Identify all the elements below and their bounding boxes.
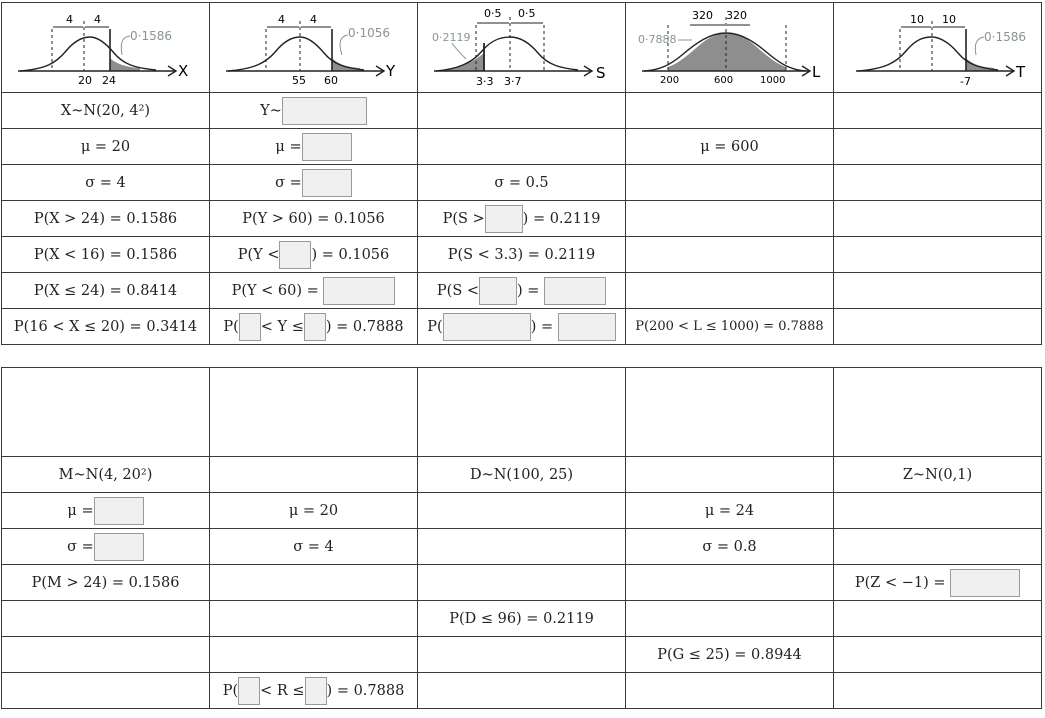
svg-text:10: 10 bbox=[909, 13, 924, 26]
normal-curve-t-sketch bbox=[838, 3, 1038, 88]
y-prob-3-input[interactable] bbox=[323, 277, 395, 305]
empty-cell bbox=[834, 309, 1042, 345]
normal-curve-y-sketch bbox=[214, 3, 414, 88]
sketch-cell-x bbox=[2, 3, 210, 93]
s-prob-4-value-input[interactable] bbox=[558, 313, 616, 341]
svg-text:-7: -7 bbox=[959, 75, 971, 88]
empty-sketch-cell bbox=[418, 368, 626, 457]
d-distribution: D~N(100, 25) bbox=[418, 457, 626, 493]
svg-text:0·5: 0·5 bbox=[483, 7, 501, 20]
empty-cell bbox=[418, 93, 626, 129]
empty-cell bbox=[626, 457, 834, 493]
y-prob-4-upper-input[interactable] bbox=[304, 313, 326, 341]
z-distribution: Z~N(0,1) bbox=[834, 457, 1042, 493]
s-prob-4-expression-input[interactable] bbox=[443, 313, 531, 341]
r-prob-4: P( < R ≤ ) = 0.7888 bbox=[210, 673, 418, 709]
svg-text:3·7: 3·7 bbox=[503, 75, 521, 88]
z-prob-1-input[interactable] bbox=[950, 569, 1020, 597]
empty-cell bbox=[418, 493, 626, 529]
empty-cell bbox=[626, 237, 834, 273]
y-mean: μ = bbox=[210, 129, 418, 165]
svg-text:600: 600 bbox=[713, 75, 733, 86]
empty-cell bbox=[2, 601, 210, 637]
empty-cell bbox=[626, 93, 834, 129]
y-prob-3: P(Y < 60) = bbox=[210, 273, 418, 309]
svg-text:4: 4 bbox=[277, 13, 285, 26]
empty-cell bbox=[2, 637, 210, 673]
svg-text:10: 10 bbox=[941, 13, 956, 26]
m-distribution: M~N(4, 20²) bbox=[2, 457, 210, 493]
empty-cell bbox=[2, 673, 210, 709]
svg-text:0·7888: 0·7888 bbox=[637, 33, 676, 46]
s-prob-3-bound-input[interactable] bbox=[479, 277, 517, 305]
empty-cell bbox=[834, 673, 1042, 709]
g-sd: σ = 0.8 bbox=[626, 529, 834, 565]
empty-cell bbox=[210, 601, 418, 637]
empty-cell bbox=[418, 129, 626, 165]
r-mean: μ = 20 bbox=[210, 493, 418, 529]
x-distribution: X~N(20, 4²) bbox=[2, 93, 210, 129]
m-sd-input[interactable] bbox=[94, 533, 144, 561]
empty-cell bbox=[626, 673, 834, 709]
m-mean: μ = bbox=[2, 493, 210, 529]
svg-text:3·3: 3·3 bbox=[475, 75, 493, 88]
y-prob-2: P(Y < ) = 0.1056 bbox=[210, 237, 418, 273]
r-sd: σ = 4 bbox=[210, 529, 418, 565]
empty-cell bbox=[834, 201, 1042, 237]
s-sd: σ = 0.5 bbox=[418, 165, 626, 201]
s-prob-3-value-input[interactable] bbox=[544, 277, 606, 305]
empty-sketch-cell bbox=[210, 368, 418, 457]
x-prob-1: P(X > 24) = 0.1586 bbox=[2, 201, 210, 237]
svg-text:S: S bbox=[595, 64, 606, 82]
svg-text:4: 4 bbox=[309, 13, 317, 26]
y-prob-1: P(Y > 60) = 0.1056 bbox=[210, 201, 418, 237]
s-prob-2: P(S < 3.3) = 0.2119 bbox=[418, 237, 626, 273]
empty-cell bbox=[834, 165, 1042, 201]
empty-cell bbox=[834, 529, 1042, 565]
m-sd: σ = bbox=[2, 529, 210, 565]
y-sd-input[interactable] bbox=[302, 169, 352, 197]
empty-cell bbox=[210, 565, 418, 601]
svg-text:0·1586: 0·1586 bbox=[983, 30, 1026, 44]
svg-text:4: 4 bbox=[93, 13, 101, 26]
g-prob-3: P(G ≤ 25) = 0.8944 bbox=[626, 637, 834, 673]
empty-cell bbox=[626, 601, 834, 637]
y-distribution-input[interactable] bbox=[282, 97, 367, 125]
empty-cell bbox=[834, 237, 1042, 273]
l-prob-4: P(200 < L ≤ 1000) = 0.7888 bbox=[626, 309, 834, 345]
empty-cell bbox=[834, 93, 1042, 129]
bottom-table bbox=[1, 367, 1042, 709]
m-mean-input[interactable] bbox=[94, 497, 144, 525]
m-prob-1: P(M > 24) = 0.1586 bbox=[2, 565, 210, 601]
d-prob-2: P(D ≤ 96) = 0.2119 bbox=[418, 601, 626, 637]
normal-curve-x-sketch bbox=[6, 3, 206, 88]
y-prob-4: P( < Y ≤ ) = 0.7888 bbox=[210, 309, 418, 345]
svg-text:200: 200 bbox=[659, 75, 679, 86]
svg-text:X: X bbox=[177, 62, 188, 80]
sketch-cell-y bbox=[210, 3, 418, 93]
empty-cell bbox=[834, 129, 1042, 165]
y-prob-4-lower-input[interactable] bbox=[239, 313, 261, 341]
y-mean-input[interactable] bbox=[302, 133, 352, 161]
sketch-cell-t bbox=[834, 3, 1042, 93]
x-prob-3: P(X ≤ 24) = 0.8414 bbox=[2, 273, 210, 309]
empty-cell bbox=[834, 493, 1042, 529]
z-prob-1: P(Z < −1) = bbox=[834, 565, 1042, 601]
x-sd: σ = 4 bbox=[2, 165, 210, 201]
svg-text:0·2119: 0·2119 bbox=[431, 31, 470, 44]
s-prob-3: P(S < ) = bbox=[418, 273, 626, 309]
svg-text:4: 4 bbox=[65, 13, 73, 26]
svg-text:T: T bbox=[1015, 63, 1025, 81]
empty-sketch-cell bbox=[626, 368, 834, 457]
y-prob-2-input[interactable] bbox=[279, 241, 311, 269]
x-prob-4: P(16 < X ≤ 20) = 0.3414 bbox=[2, 309, 210, 345]
svg-text:320: 320 bbox=[725, 9, 747, 22]
svg-text:0·1056: 0·1056 bbox=[347, 26, 390, 40]
g-mean: μ = 24 bbox=[626, 493, 834, 529]
empty-cell bbox=[418, 637, 626, 673]
svg-text:1000: 1000 bbox=[759, 75, 785, 86]
empty-cell bbox=[626, 273, 834, 309]
sketch-cell-l bbox=[626, 3, 834, 93]
svg-text:24: 24 bbox=[101, 74, 116, 87]
x-prob-2: P(X < 16) = 0.1586 bbox=[2, 237, 210, 273]
s-prob-4: P( ) = bbox=[418, 309, 626, 345]
empty-sketch-cell bbox=[2, 368, 210, 457]
r-prob-4-lower-input[interactable] bbox=[238, 677, 260, 705]
empty-cell bbox=[834, 273, 1042, 309]
y-sd: σ = bbox=[210, 165, 418, 201]
empty-cell bbox=[210, 457, 418, 493]
r-prob-4-upper-input[interactable] bbox=[305, 677, 327, 705]
s-prob-1: P(S > ) = 0.2119 bbox=[418, 201, 626, 237]
svg-text:20: 20 bbox=[77, 74, 92, 87]
empty-cell bbox=[626, 165, 834, 201]
sketch-cell-s bbox=[418, 3, 626, 93]
empty-cell bbox=[834, 637, 1042, 673]
top-table bbox=[1, 2, 1042, 345]
y-distribution: Y~ bbox=[210, 93, 418, 129]
empty-sketch-cell bbox=[834, 368, 1042, 457]
l-mean: μ = 600 bbox=[626, 129, 834, 165]
empty-cell bbox=[626, 201, 834, 237]
svg-text:320: 320 bbox=[691, 9, 713, 22]
s-prob-1-input[interactable] bbox=[485, 205, 523, 233]
x-mean: μ = 20 bbox=[2, 129, 210, 165]
empty-cell bbox=[834, 601, 1042, 637]
empty-cell bbox=[210, 637, 418, 673]
svg-text:55: 55 bbox=[291, 74, 306, 87]
normal-curve-l-sketch bbox=[630, 3, 830, 88]
normal-curve-s-sketch bbox=[422, 3, 622, 88]
empty-cell bbox=[626, 565, 834, 601]
svg-text:Y: Y bbox=[385, 62, 395, 80]
empty-cell bbox=[418, 673, 626, 709]
svg-text:0·1586: 0·1586 bbox=[129, 29, 172, 43]
empty-cell bbox=[418, 565, 626, 601]
svg-text:0·5: 0·5 bbox=[517, 7, 535, 20]
svg-text:L: L bbox=[811, 63, 820, 81]
svg-text:60: 60 bbox=[323, 74, 338, 87]
empty-cell bbox=[418, 529, 626, 565]
